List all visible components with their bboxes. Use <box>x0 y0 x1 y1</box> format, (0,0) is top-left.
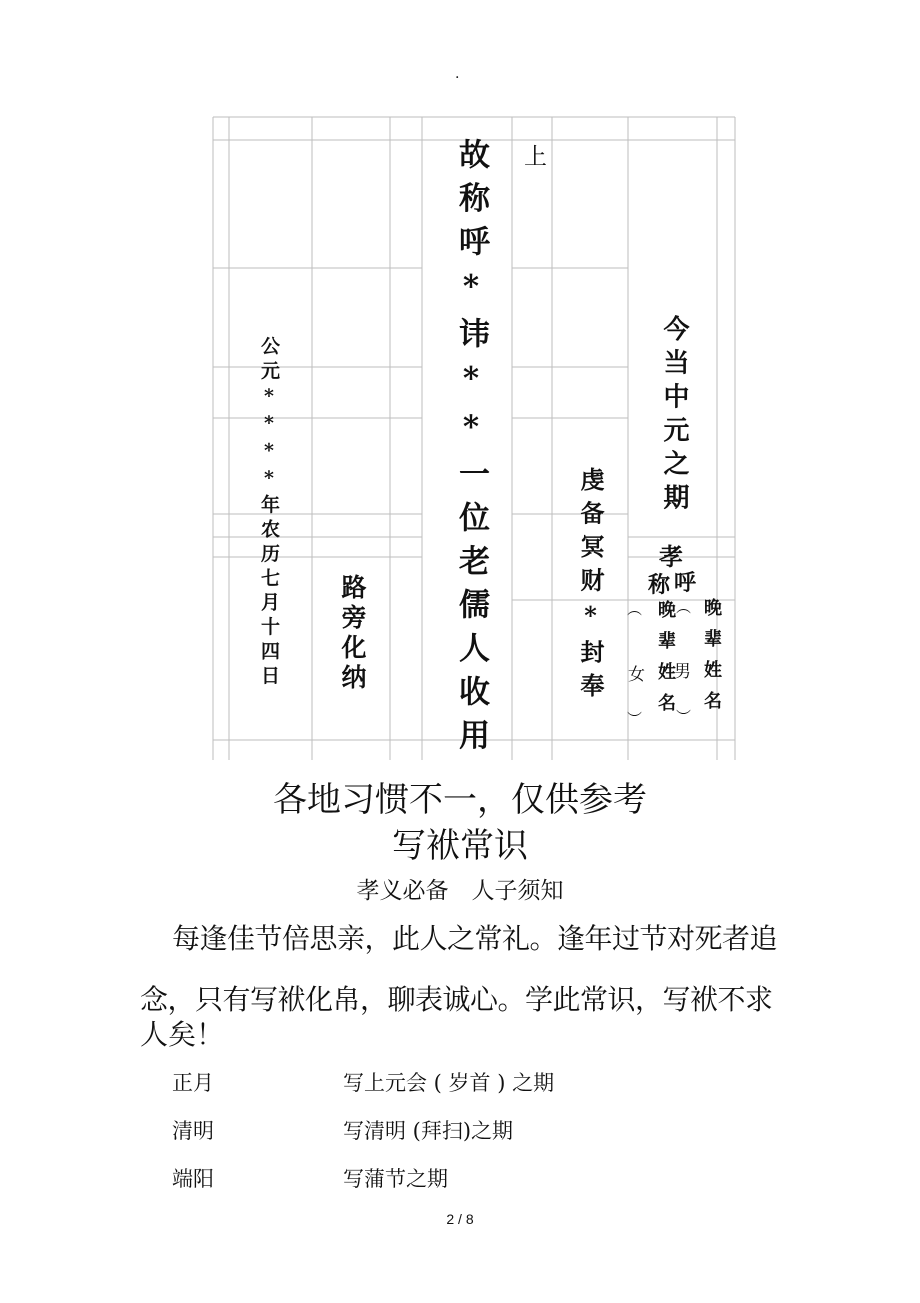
page-number: 2 / 8 <box>446 1211 474 1227</box>
form-female-name: 晚辈姓名 <box>655 600 676 724</box>
intro-line-2: 念，只有写袱化帛，聊表诚心。学此常识，写袱不求 <box>140 983 773 1016</box>
intro-line-3: 人矣！ <box>140 1018 225 1051</box>
form-main-column: 故称呼*讳**一位老儒人收用 <box>453 138 489 762</box>
form-female-label: 女 <box>628 665 645 685</box>
festival-name: 正月 <box>172 1071 214 1095</box>
festival-name: 端阳 <box>172 1167 214 1191</box>
festival-name: 清明 <box>172 1119 214 1143</box>
page-subtitle: 孝义必备 人子须知 <box>356 878 564 904</box>
festival-text: 写清明 (拜扫)之期 <box>343 1119 514 1143</box>
form-male-paren-close: ︶ <box>676 708 692 726</box>
form-date-column: 公元****年农历七月十四日 <box>258 336 280 690</box>
form-female-paren-open: ︵ <box>627 600 643 618</box>
festival-text: 写蒲节之期 <box>343 1167 448 1191</box>
form-offer-column: 虔备冥财*封奉 <box>576 467 605 707</box>
form-now-column: 今当中元之期 <box>659 315 689 518</box>
form-male-paren-open: ︵ <box>676 598 692 616</box>
festival-text: 写上元会 ( 岁首 ) 之期 <box>343 1071 555 1095</box>
intro-line-1: 每逢佳节倍思亲，此人之常礼。逢年过节对死者追 <box>172 922 778 955</box>
form-male-label: 男 <box>674 662 691 682</box>
form-xiao-label: 孝 <box>659 542 683 571</box>
header-mark: . <box>455 66 460 82</box>
form-male-name: 晚辈姓名 <box>701 598 722 722</box>
form-chenghu-cheng: 称 <box>648 572 671 598</box>
form-female-paren-close: ︶ <box>627 710 643 728</box>
usage-note: 各地习惯不一，仅供参考 <box>273 780 647 820</box>
form-chenghu-hu: 呼 <box>674 570 697 596</box>
page-title: 写袱常识 <box>392 826 528 866</box>
form-shang-column: 上 <box>520 144 546 167</box>
form-route-column: 路旁化纳 <box>338 574 367 694</box>
